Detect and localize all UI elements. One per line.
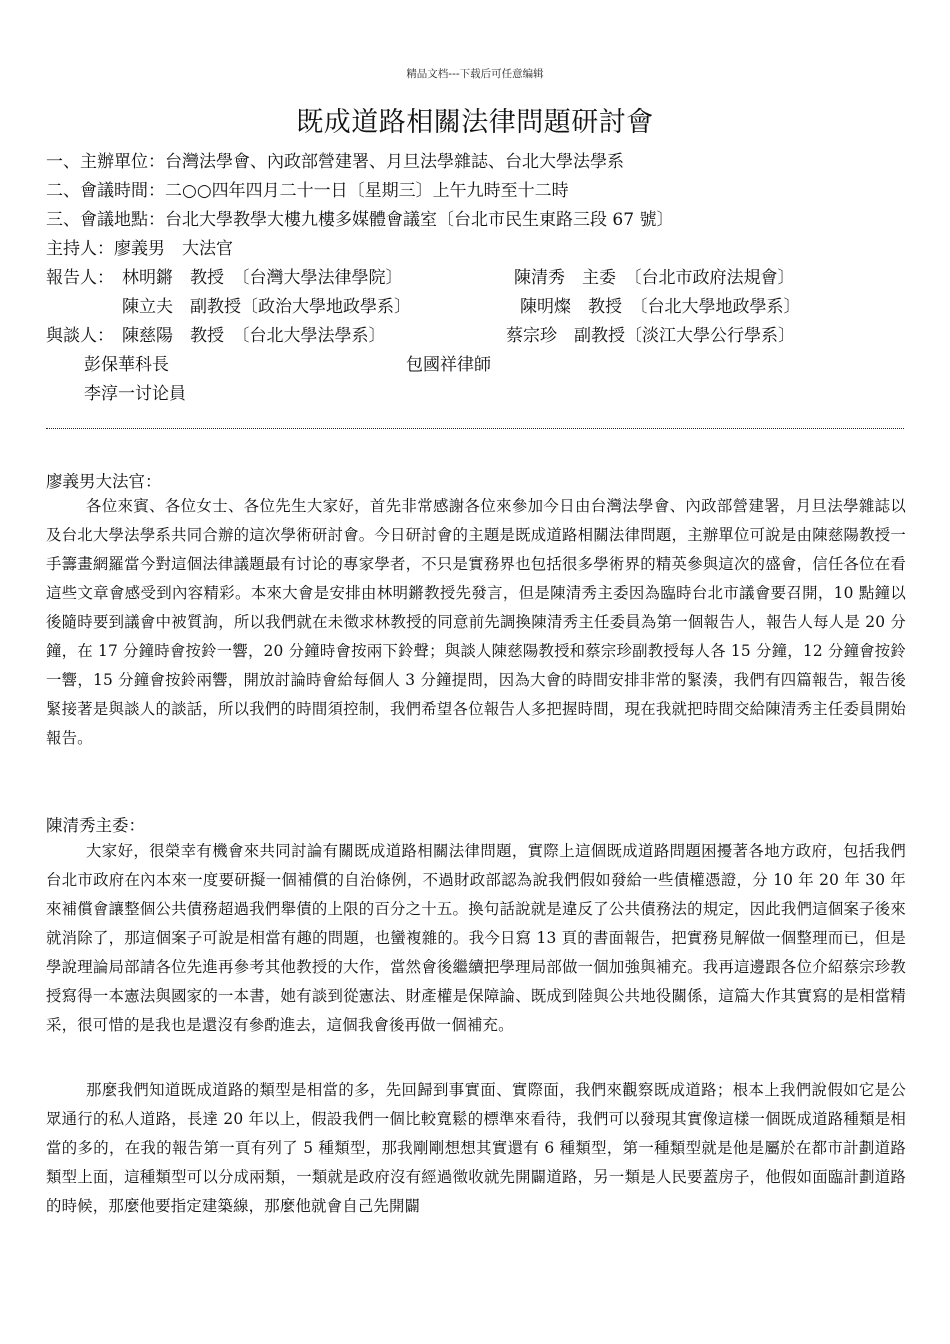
meeting-info <box>46 148 906 418</box>
discussant-item: 李淳一讨论員 <box>84 384 186 404</box>
reporter-item: 陳明燦 教授 〔台北大學地政學系〕 <box>520 297 801 317</box>
reporter-item: 陳清秀 主委 〔台北市政府法規會〕 <box>514 268 795 288</box>
document-title: 既成道路相關法律問題研討會 <box>296 107 654 138</box>
dotted-divider <box>46 428 904 429</box>
discussant-item: 蔡宗珍 副教授〔淡江大學公行學系〕 <box>506 326 795 346</box>
reporters-label: 報告人： <box>46 268 114 288</box>
time-line: 二、會議時間：二○○四年四月二十一日〔星期三〕上午九時至十二時 <box>46 181 569 201</box>
speaker-label: 陳清秀主委： <box>46 816 145 835</box>
reporter-item: 陳立夫 副教授〔政治大學地政學系〕 <box>122 297 411 317</box>
organizers-line: 一、主辦單位：台灣法學會、內政部營建署、月旦法學雜誌、台北大學法學系 <box>46 152 624 172</box>
reporter-item: 林明鏘 教授 〔台灣大學法律學院〕 <box>122 268 403 288</box>
discussant-item: 包國祥律師 <box>406 355 491 375</box>
speech-paragraph: 各位來賓、各位女士、各位先生大家好，首先非常感謝各位來參加今日由台灣法學會、內政部營建署，月旦法學雜誌以及台北大學法學系共同合辦的這次學術研討會。今日研討會的主題是既成道路相關法律問題，主辦單位可說是由陳慈陽教授一手籌畫網羅當今對這個法律議題最有讨论的專家學者，不只是實務界也包括很多學術界的精英參與這次的盛會，信任各位在看這些文章會感受到內容精彩。本來大會是安排由林明鏘教授先發言，但是陳清秀主委因為臨時台北市議會要召開，10 點鐘以後隨時要到議會中被質詢，所以我們就在未徵求林教授的同意前先調換陳清秀主任委員為第一個報告人，報告人每人是 20 分鐘，在 17 分鐘時會按鈴一響，20 分鐘時會按兩下鈴聲；與談人陳慈陽教授和蔡宗珍副教授每人各 15 分鐘，12 分鐘會按鈴一響，15 分鐘會按鈴兩響，開放討論時會給每個人 3 分鐘提問，因為大會的時間安排非常的緊湊，我們有四篇報告，報告後緊接著是與談人的談話，所以我們的時間須控制，我們希望各位報告人多把握時間，現在我就把時間交給陳清秀主任委員開始報告。 <box>46 497 906 747</box>
discussant-item: 陳慈陽 教授 〔台北大學法學系〕 <box>122 326 386 346</box>
speech-paragraph: 大家好，很榮幸有機會來共同討論有關既成道路相關法律問題，實際上這個既成道路問題困擾著各地方政府，包括我們台北市政府在內本來一度要研擬一個補償的自治條例，不過財政部認為說我們假如發給一些債權憑證，分 10 年 20 年 30 年來補償會讓整個公共債務超過我們舉債的上限的百分之十五。換句話說就是違反了公共債務法的規定，因此我們這個案子後來就消除了，那這個案子可說是相當有趣的問題，也蠻複雜的。我今日寫 13 頁的書面報告，把實務見解做一個整理而已，但是學說理論局部請各位先進再參考其他教授的大作，當然會後繼續把學理局部做一個加強與補充。我再這邊跟各位介紹蔡宗珍教授寫得一本憲法與國家的一本書，她有談到從憲法、財產權是保障論、既成到陸與公共地役關係，這篇大作其實寫的是相當精采，很可惜的是我也是還沒有參酌進去，這個我會後再做一個補充。 <box>46 842 906 1034</box>
speech-paragraph: 那麼我們知道既成道路的類型是相當的多，先回歸到事實面、實際面，我們來觀察既成道路；根本上我們說假如它是公眾通行的私人道路，長達 20 年以上，假設我們一個比較寬鬆的標準來看待，我們可以發現其實像這樣一個既成道路種類是相當的多的，在我的報告第一頁有列了 5 種類型，那我剛剛想想其實還有 6 種類型，第一種類型就是他是屬於在都市計劃道路類型上面，這種類型可以分成兩類，一類就是政府沒有經過徵收就先開闢道路，另一類是人民要蓋房子，他假如面臨計劃道路的時候，那麼他要指定建築線，那麼他就會自己先開闢 <box>46 1081 906 1215</box>
venue-line: 三、會議地點：台北大學教學大樓九樓多媒體會議室〔台北市民生東路三段 67 號〕 <box>46 210 674 230</box>
discussants-label: 與談人： <box>46 326 114 346</box>
watermark-header: 精品文档---下载后可任意编辑 <box>406 68 544 80</box>
speaker-label: 廖義男大法官： <box>46 472 162 491</box>
host-line: 主持人：廖義男 大法官 <box>46 239 233 259</box>
discussant-item: 彭保華科長 <box>84 355 169 375</box>
